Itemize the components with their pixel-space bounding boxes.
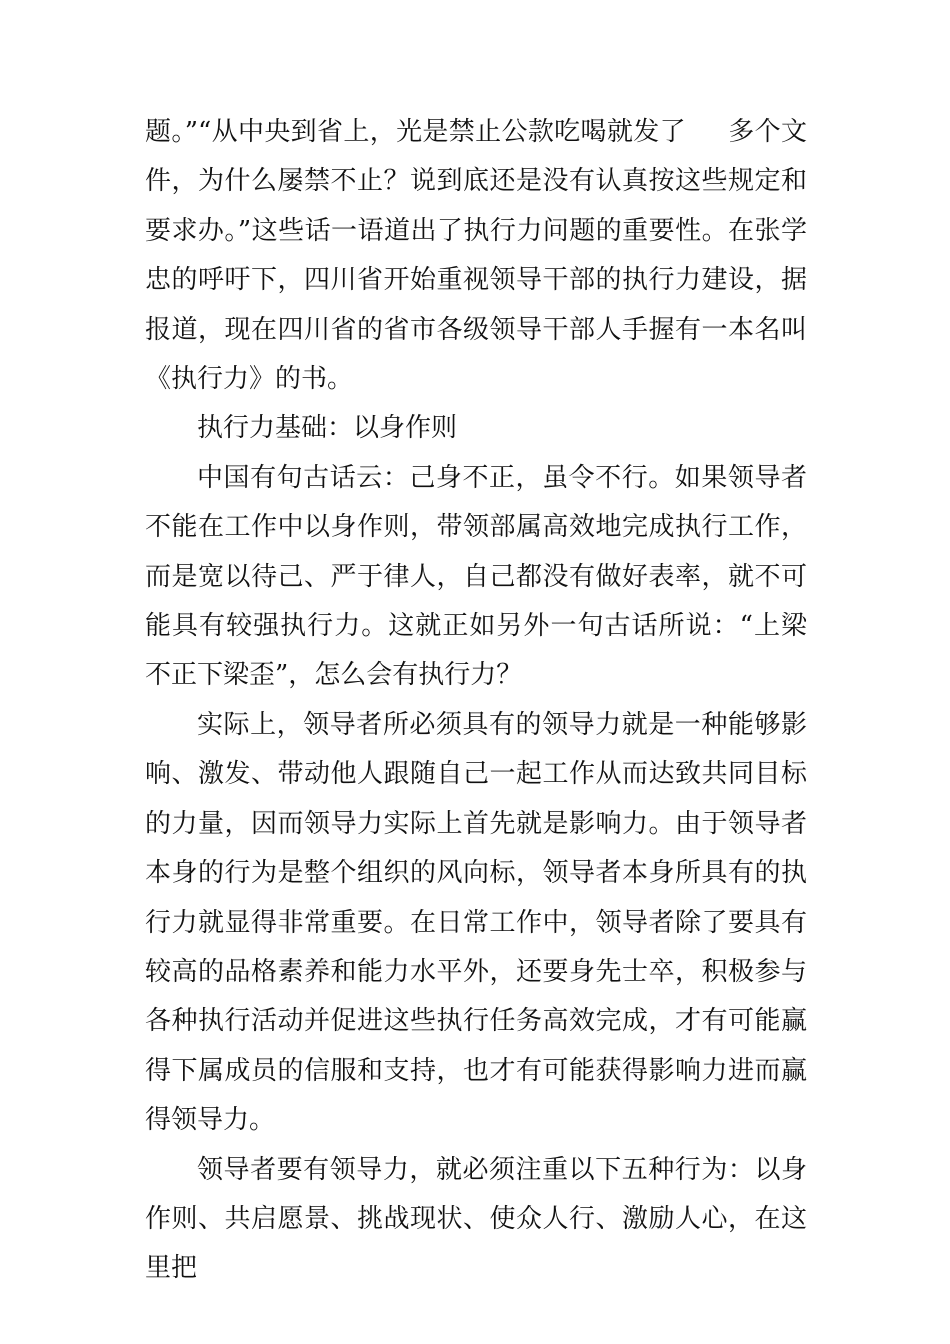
document-body (145, 108, 807, 1294)
section-heading: 执行力基础：以身作则 (197, 413, 458, 444)
paragraph: 实际上，领导者所必须具有的领导力就是一种能够影响、激发、带动他人跟随自己一起工作从而达致共同目标的力量，因而领导力实际上首先就是影响力。由于领导者本身的行为是整个组织的风向标，领导者本身所具有的执行力就显得非常重要。在日常工作中，领导者除了要具有较高的品格素养和能力水平外，还要身先士卒，积极参与各种执行活动并促进这些执行任务高效完成，才有可能赢得下属成员的信服和支持，也才有可能获得影响力进而赢得领导力。 (145, 709, 807, 1136)
paragraph: 领导者要有领导力，就必须注重以下五种行为：以身作则、共启愿景、挑战现状、使众人行、激励人心，在这里把 (145, 1154, 807, 1284)
paragraph-continuation (145, 108, 807, 404)
paragraph-text-part-1: 题。”“从中央到省上，光是禁止公款吃喝就发了 (145, 117, 686, 147)
paragraph-text-part-2: 多个文件，为什么屡禁不止？说到底还是没有认真按这些规定和要求办。”这些话一语道出了执行力问题的重要性。在张学忠的呼吁下，四川省开始重视领导干部的执行力建设，据报道，现在四川省的省市各级领导干部人手握有一本名叫《执行力》的书。 (145, 117, 807, 395)
paragraph: 中国有句古话云：己身不正，虽令不行。如果领导者不能在工作中以身作则，带领部属高效地完成执行工作，而是宽以待己、严于律人，自己都没有做好表率，就不可能具有较强执行力。这就正如另外一句古话所说：“上梁不正下梁歪”，怎么会有执行力？ (145, 462, 807, 691)
